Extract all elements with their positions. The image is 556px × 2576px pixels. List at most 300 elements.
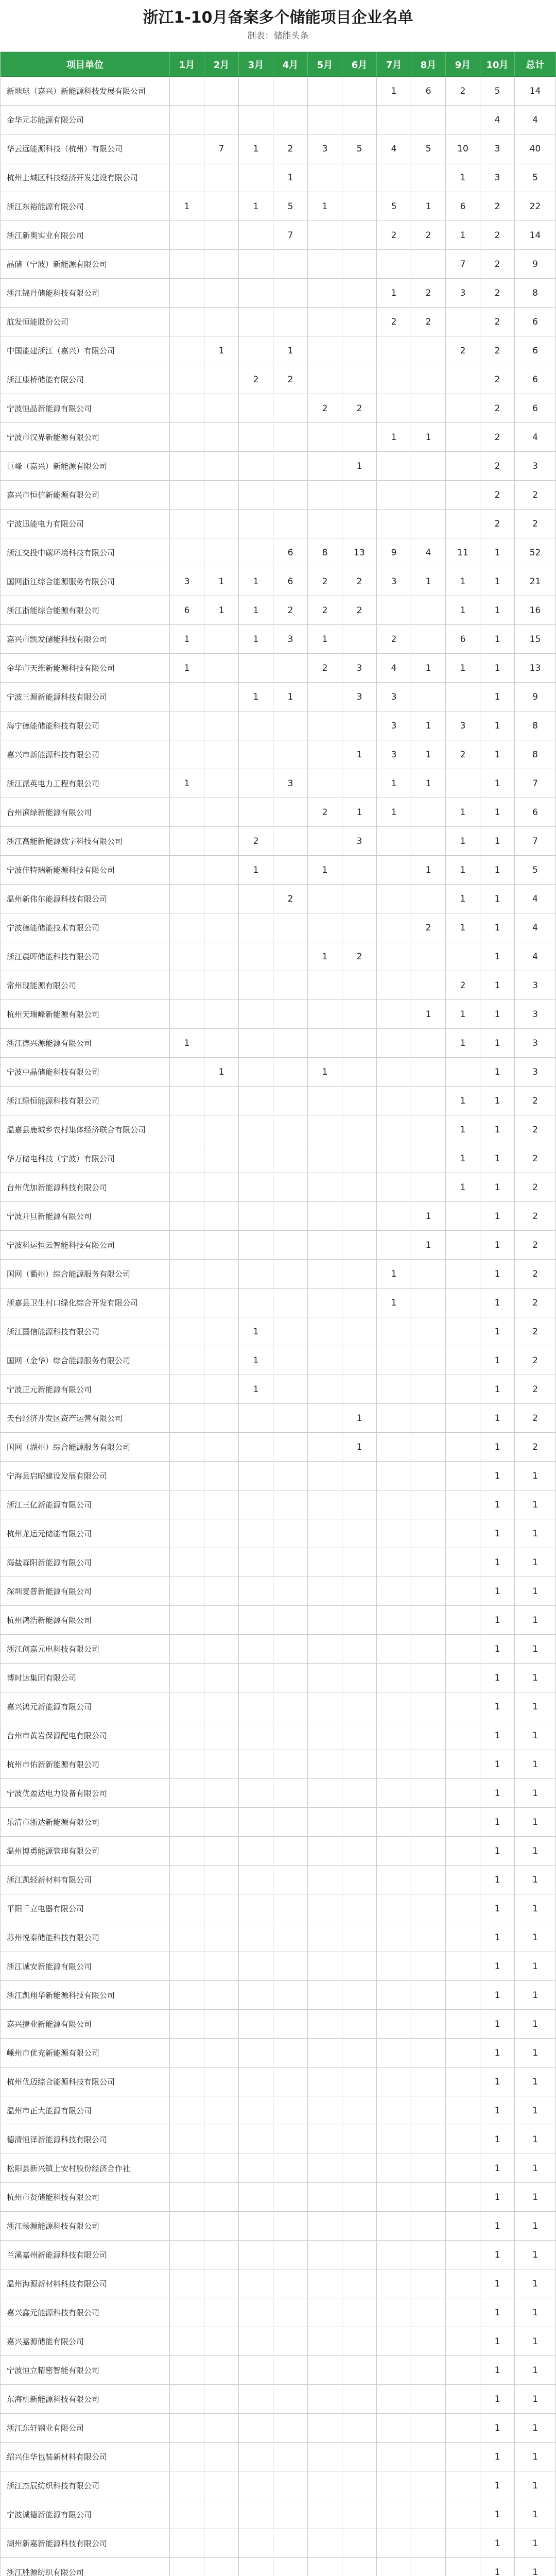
month-1-cell [170,1317,204,1346]
company-name-cell: 浙江东轩钢业有限公司 [1,2414,170,2443]
month-3-cell [239,2010,273,2039]
month-2-cell [204,250,239,279]
month-8-cell: 1 [411,740,446,769]
month-5-cell [308,2385,342,2414]
month-1-cell [170,2241,204,2269]
month-1-cell [170,538,204,567]
month-9-cell [446,510,480,538]
month-1-cell [170,1750,204,1779]
total-cell: 21 [515,567,556,596]
month-6-cell [342,1664,377,1692]
total-cell: 2 [515,1289,556,1317]
table-row [1,510,556,538]
month-6-cell [342,423,377,452]
total-cell: 3 [515,1058,556,1087]
month-5-cell [308,2154,342,2183]
month-4-cell [273,1635,308,1664]
month-8-cell [411,1837,446,1866]
month-3-cell [239,2385,273,2414]
month-2-cell [204,2385,239,2414]
month-1-cell: 6 [170,596,204,625]
month-5-cell: 1 [308,856,342,885]
month-6-cell [342,1866,377,1894]
month-4-cell [273,1404,308,1433]
month-3-cell [239,2471,273,2500]
month-4-cell [273,481,308,510]
month-6-cell [342,2443,377,2471]
month-6-cell: 2 [342,567,377,596]
total-cell: 4 [515,423,556,452]
month-2-cell [204,1404,239,1433]
month-9-cell [446,452,480,481]
month-2-cell [204,2183,239,2212]
month-6-cell [342,1981,377,2010]
month-8-cell [411,1779,446,1808]
month-4-cell [273,1231,308,1260]
month-8-cell [411,2471,446,2500]
total-cell: 9 [515,683,556,711]
month-7-cell [377,336,411,365]
month-10-cell: 1 [480,2356,515,2385]
month-3-cell [239,394,273,423]
month-6-cell [342,2500,377,2529]
month-2-cell: 7 [204,134,239,163]
month-4-cell [273,2125,308,2154]
month-8-cell: 2 [411,221,446,250]
month-1-cell [170,2125,204,2154]
column-header-month-4: 4月 [273,52,308,77]
month-2-cell [204,1923,239,1952]
column-header-month-9: 9月 [446,52,480,77]
month-1-cell [170,2039,204,2067]
month-6-cell [342,1923,377,1952]
company-name-cell: 金华元芯能源有限公司 [1,106,170,134]
month-2-cell [204,1866,239,1894]
month-8-cell [411,2558,446,2576]
month-6-cell: 3 [342,683,377,711]
table-row [1,1577,556,1606]
month-2-cell [204,510,239,538]
month-8-cell [411,1289,446,1317]
month-4-cell [273,2039,308,2067]
month-5-cell [308,510,342,538]
company-name-cell: 天台经济开发区资产运营有限公司 [1,1404,170,1433]
month-7-cell [377,1894,411,1923]
month-3-cell [239,221,273,250]
month-2-cell [204,1837,239,1866]
table-row [1,654,556,683]
month-2-cell: 1 [204,336,239,365]
company-name-cell: 杭州优迈综合能源科技有限公司 [1,2067,170,2096]
month-3-cell: 2 [239,365,273,394]
table-row [1,1115,556,1144]
month-10-cell: 1 [480,1346,515,1375]
month-7-cell: 1 [377,77,411,106]
month-1-cell [170,1692,204,1721]
month-2-cell [204,1808,239,1837]
month-7-cell [377,596,411,625]
month-1-cell [170,2010,204,2039]
month-4-cell [273,971,308,1000]
month-2-cell [204,1289,239,1317]
table-row [1,1317,556,1346]
month-7-cell [377,510,411,538]
total-cell: 2 [515,1433,556,1462]
month-9-cell: 1 [446,596,480,625]
month-7-cell [377,1029,411,1058]
month-3-cell [239,1000,273,1029]
total-cell: 1 [515,2500,556,2529]
total-cell: 1 [515,2154,556,2183]
month-9-cell [446,2067,480,2096]
month-8-cell [411,2183,446,2212]
month-3-cell [239,2067,273,2096]
table-row [1,423,556,452]
month-4-cell [273,2096,308,2125]
month-8-cell [411,2212,446,2241]
month-5-cell [308,1375,342,1404]
month-6-cell [342,2529,377,2558]
total-cell: 1 [515,1664,556,1692]
month-8-cell [411,625,446,654]
month-4-cell [273,452,308,481]
month-5-cell [308,423,342,452]
month-2-cell [204,856,239,885]
month-9-cell [446,2212,480,2241]
month-4-cell [273,827,308,856]
month-4-cell: 6 [273,538,308,567]
company-name-cell: 航发恒能股份公司 [1,308,170,336]
month-10-cell: 2 [480,336,515,365]
month-5-cell [308,1231,342,1260]
month-8-cell: 1 [411,856,446,885]
month-1-cell [170,2067,204,2096]
table-row [1,1664,556,1692]
month-8-cell: 1 [411,192,446,221]
month-8-cell: 1 [411,1231,446,1260]
month-5-cell [308,1692,342,1721]
month-4-cell: 2 [273,596,308,625]
month-6-cell [342,1519,377,1548]
month-9-cell [446,1548,480,1577]
month-2-cell [204,1519,239,1548]
month-10-cell: 1 [480,2212,515,2241]
month-5-cell [308,740,342,769]
month-6-cell [342,2356,377,2385]
month-1-cell [170,1981,204,2010]
month-1-cell [170,1635,204,1664]
month-8-cell [411,2356,446,2385]
month-5-cell [308,2039,342,2067]
month-1-cell [170,2529,204,2558]
month-10-cell: 2 [480,394,515,423]
company-name-cell: 东海机新能源科技有限公司 [1,2385,170,2414]
month-7-cell [377,1519,411,1548]
month-3-cell [239,654,273,683]
month-7-cell [377,856,411,885]
month-4-cell: 3 [273,769,308,798]
table-row [1,1923,556,1952]
month-5-cell [308,827,342,856]
month-10-cell: 1 [480,2385,515,2414]
total-cell: 1 [515,2269,556,2298]
month-6-cell [342,2010,377,2039]
month-9-cell: 2 [446,740,480,769]
month-10-cell: 1 [480,1058,515,1087]
month-2-cell [204,2414,239,2443]
month-9-cell [446,2183,480,2212]
month-8-cell [411,1404,446,1433]
month-4-cell [273,394,308,423]
month-1-cell [170,827,204,856]
month-1-cell [170,250,204,279]
company-name-cell: 杭州鸿浩新能源有限公司 [1,1606,170,1635]
month-6-cell [342,1577,377,1606]
month-7-cell [377,1346,411,1375]
month-3-cell [239,1058,273,1087]
month-3-cell [239,1202,273,1231]
table-row [1,2529,556,2558]
month-7-cell [377,1837,411,1866]
month-9-cell [446,1606,480,1635]
month-10-cell: 1 [480,1375,515,1404]
total-cell: 40 [515,134,556,163]
month-4-cell [273,106,308,134]
month-8-cell: 2 [411,308,446,336]
month-7-cell [377,971,411,1000]
month-6-cell [342,2241,377,2269]
total-cell: 1 [515,2212,556,2241]
month-4-cell [273,942,308,971]
table-credit: 制表：储能头条 [247,31,309,41]
month-4-cell [273,1462,308,1490]
page-title: 浙江1-10月备案多个储能项目企业名单 [143,9,413,27]
month-4-cell [273,1837,308,1866]
month-5-cell [308,2443,342,2471]
company-name-cell: 浙江派英电力工程有限公司 [1,769,170,798]
month-2-cell: 1 [204,596,239,625]
month-7-cell [377,2529,411,2558]
company-name-cell: 嘉兴鸿元新能源有限公司 [1,1692,170,1721]
total-cell: 1 [515,2010,556,2039]
month-2-cell [204,1548,239,1577]
table-row [1,481,556,510]
month-1-cell [170,2298,204,2327]
month-4-cell: 1 [273,336,308,365]
month-4-cell: 7 [273,221,308,250]
month-6-cell [342,192,377,221]
table-row [1,2443,556,2471]
month-2-cell [204,683,239,711]
month-7-cell [377,1606,411,1635]
month-2-cell [204,365,239,394]
month-5-cell [308,481,342,510]
month-10-cell: 1 [480,1721,515,1750]
table-row [1,250,556,279]
month-7-cell [377,1058,411,1087]
table-row [1,1750,556,1779]
month-1-cell [170,2212,204,2241]
company-name-cell: 杭州上城区科技经济开发建设有限公司 [1,163,170,192]
table-row [1,2212,556,2241]
month-2-cell [204,1375,239,1404]
month-2-cell [204,1260,239,1289]
month-10-cell: 1 [480,1202,515,1231]
month-8-cell [411,1519,446,1548]
table-header-row [1,52,556,77]
month-3-cell [239,308,273,336]
month-10-cell: 1 [480,625,515,654]
month-8-cell [411,971,446,1000]
month-2-cell [204,798,239,827]
month-2-cell [204,2327,239,2356]
month-8-cell: 1 [411,654,446,683]
company-name-cell: 宁波迅能电力有限公司 [1,510,170,538]
month-2-cell [204,106,239,134]
month-7-cell: 4 [377,134,411,163]
month-6-cell [342,1837,377,1866]
month-4-cell [273,1981,308,2010]
month-7-cell [377,1635,411,1664]
month-1-cell [170,913,204,942]
table-row [1,798,556,827]
month-2-cell [204,1029,239,1058]
month-9-cell: 6 [446,192,480,221]
month-5-cell [308,1000,342,1029]
month-2-cell [204,1087,239,1115]
month-8-cell: 5 [411,134,446,163]
month-5-cell [308,1750,342,1779]
company-name-cell: 浙江锦丹储能科技有限公司 [1,279,170,308]
month-2-cell [204,1433,239,1462]
company-name-cell: 湖州新嘉新能源科技有限公司 [1,2529,170,2558]
column-header-month-6: 6月 [342,52,377,77]
company-name-cell: 宁波正元新能源有限公司 [1,1375,170,1404]
month-4-cell: 2 [273,885,308,913]
total-cell: 1 [515,2125,556,2154]
month-6-cell [342,1750,377,1779]
month-2-cell [204,1894,239,1923]
month-8-cell [411,942,446,971]
total-cell: 1 [515,1808,556,1837]
month-1-cell [170,1173,204,1202]
month-9-cell [446,683,480,711]
month-3-cell [239,1866,273,1894]
month-8-cell [411,2125,446,2154]
month-7-cell: 5 [377,192,411,221]
month-8-cell [411,1173,446,1202]
month-9-cell [446,1664,480,1692]
month-2-cell: 1 [204,567,239,596]
month-7-cell [377,1981,411,2010]
month-9-cell: 1 [446,885,480,913]
total-cell: 13 [515,654,556,683]
month-3-cell: 1 [239,134,273,163]
month-7-cell: 4 [377,654,411,683]
month-8-cell [411,106,446,134]
company-name-cell: 浙江凯翔华新能源科技有限公司 [1,1981,170,2010]
month-3-cell [239,711,273,740]
month-10-cell: 1 [480,1490,515,1519]
total-cell: 1 [515,2414,556,2443]
company-name-cell: 温州新伟尔能源科技有限公司 [1,885,170,913]
month-3-cell [239,1692,273,1721]
month-10-cell: 1 [480,2443,515,2471]
month-3-cell [239,798,273,827]
month-4-cell [273,1606,308,1635]
month-4-cell [273,711,308,740]
month-10-cell: 2 [480,279,515,308]
month-6-cell [342,1202,377,1231]
table-row [1,2414,556,2443]
month-6-cell [342,2039,377,2067]
month-2-cell [204,1144,239,1173]
total-cell: 8 [515,711,556,740]
month-10-cell: 1 [480,740,515,769]
month-3-cell: 1 [239,1375,273,1404]
month-9-cell [446,308,480,336]
table-row [1,1231,556,1260]
table-row [1,1000,556,1029]
company-name-cell: 浙江康桥储能有限公司 [1,365,170,394]
month-4-cell [273,1346,308,1375]
company-name-cell: 浙江德兴源能源有限公司 [1,1029,170,1058]
table-row [1,308,556,336]
table-row [1,2558,556,2576]
month-2-cell [204,1721,239,1750]
month-9-cell [446,106,480,134]
month-7-cell [377,2327,411,2356]
month-5-cell: 3 [308,134,342,163]
month-6-cell [342,885,377,913]
month-4-cell [273,1115,308,1144]
month-9-cell [446,1923,480,1952]
month-5-cell [308,2096,342,2125]
month-5-cell [308,1433,342,1462]
month-9-cell [446,1404,480,1433]
month-3-cell [239,2269,273,2298]
month-5-cell [308,1115,342,1144]
total-cell: 1 [515,1837,556,1866]
month-6-cell [342,2414,377,2443]
month-6-cell [342,1289,377,1317]
month-8-cell [411,1317,446,1346]
month-2-cell [204,423,239,452]
month-3-cell [239,77,273,106]
month-1-cell [170,1519,204,1548]
month-2-cell [204,827,239,856]
month-9-cell: 1 [446,1144,480,1173]
company-name-cell: 华云远能源科技（杭州）有限公司 [1,134,170,163]
month-8-cell [411,2269,446,2298]
total-cell: 8 [515,740,556,769]
month-4-cell [273,2356,308,2385]
total-cell: 7 [515,769,556,798]
month-7-cell [377,1317,411,1346]
month-7-cell [377,365,411,394]
month-9-cell [446,365,480,394]
total-cell: 2 [515,1087,556,1115]
month-9-cell [446,1635,480,1664]
table-row [1,2327,556,2356]
total-cell: 5 [515,856,556,885]
month-5-cell [308,885,342,913]
month-2-cell [204,394,239,423]
month-5-cell [308,163,342,192]
month-6-cell [342,1894,377,1923]
month-3-cell [239,1952,273,1981]
month-6-cell [342,336,377,365]
